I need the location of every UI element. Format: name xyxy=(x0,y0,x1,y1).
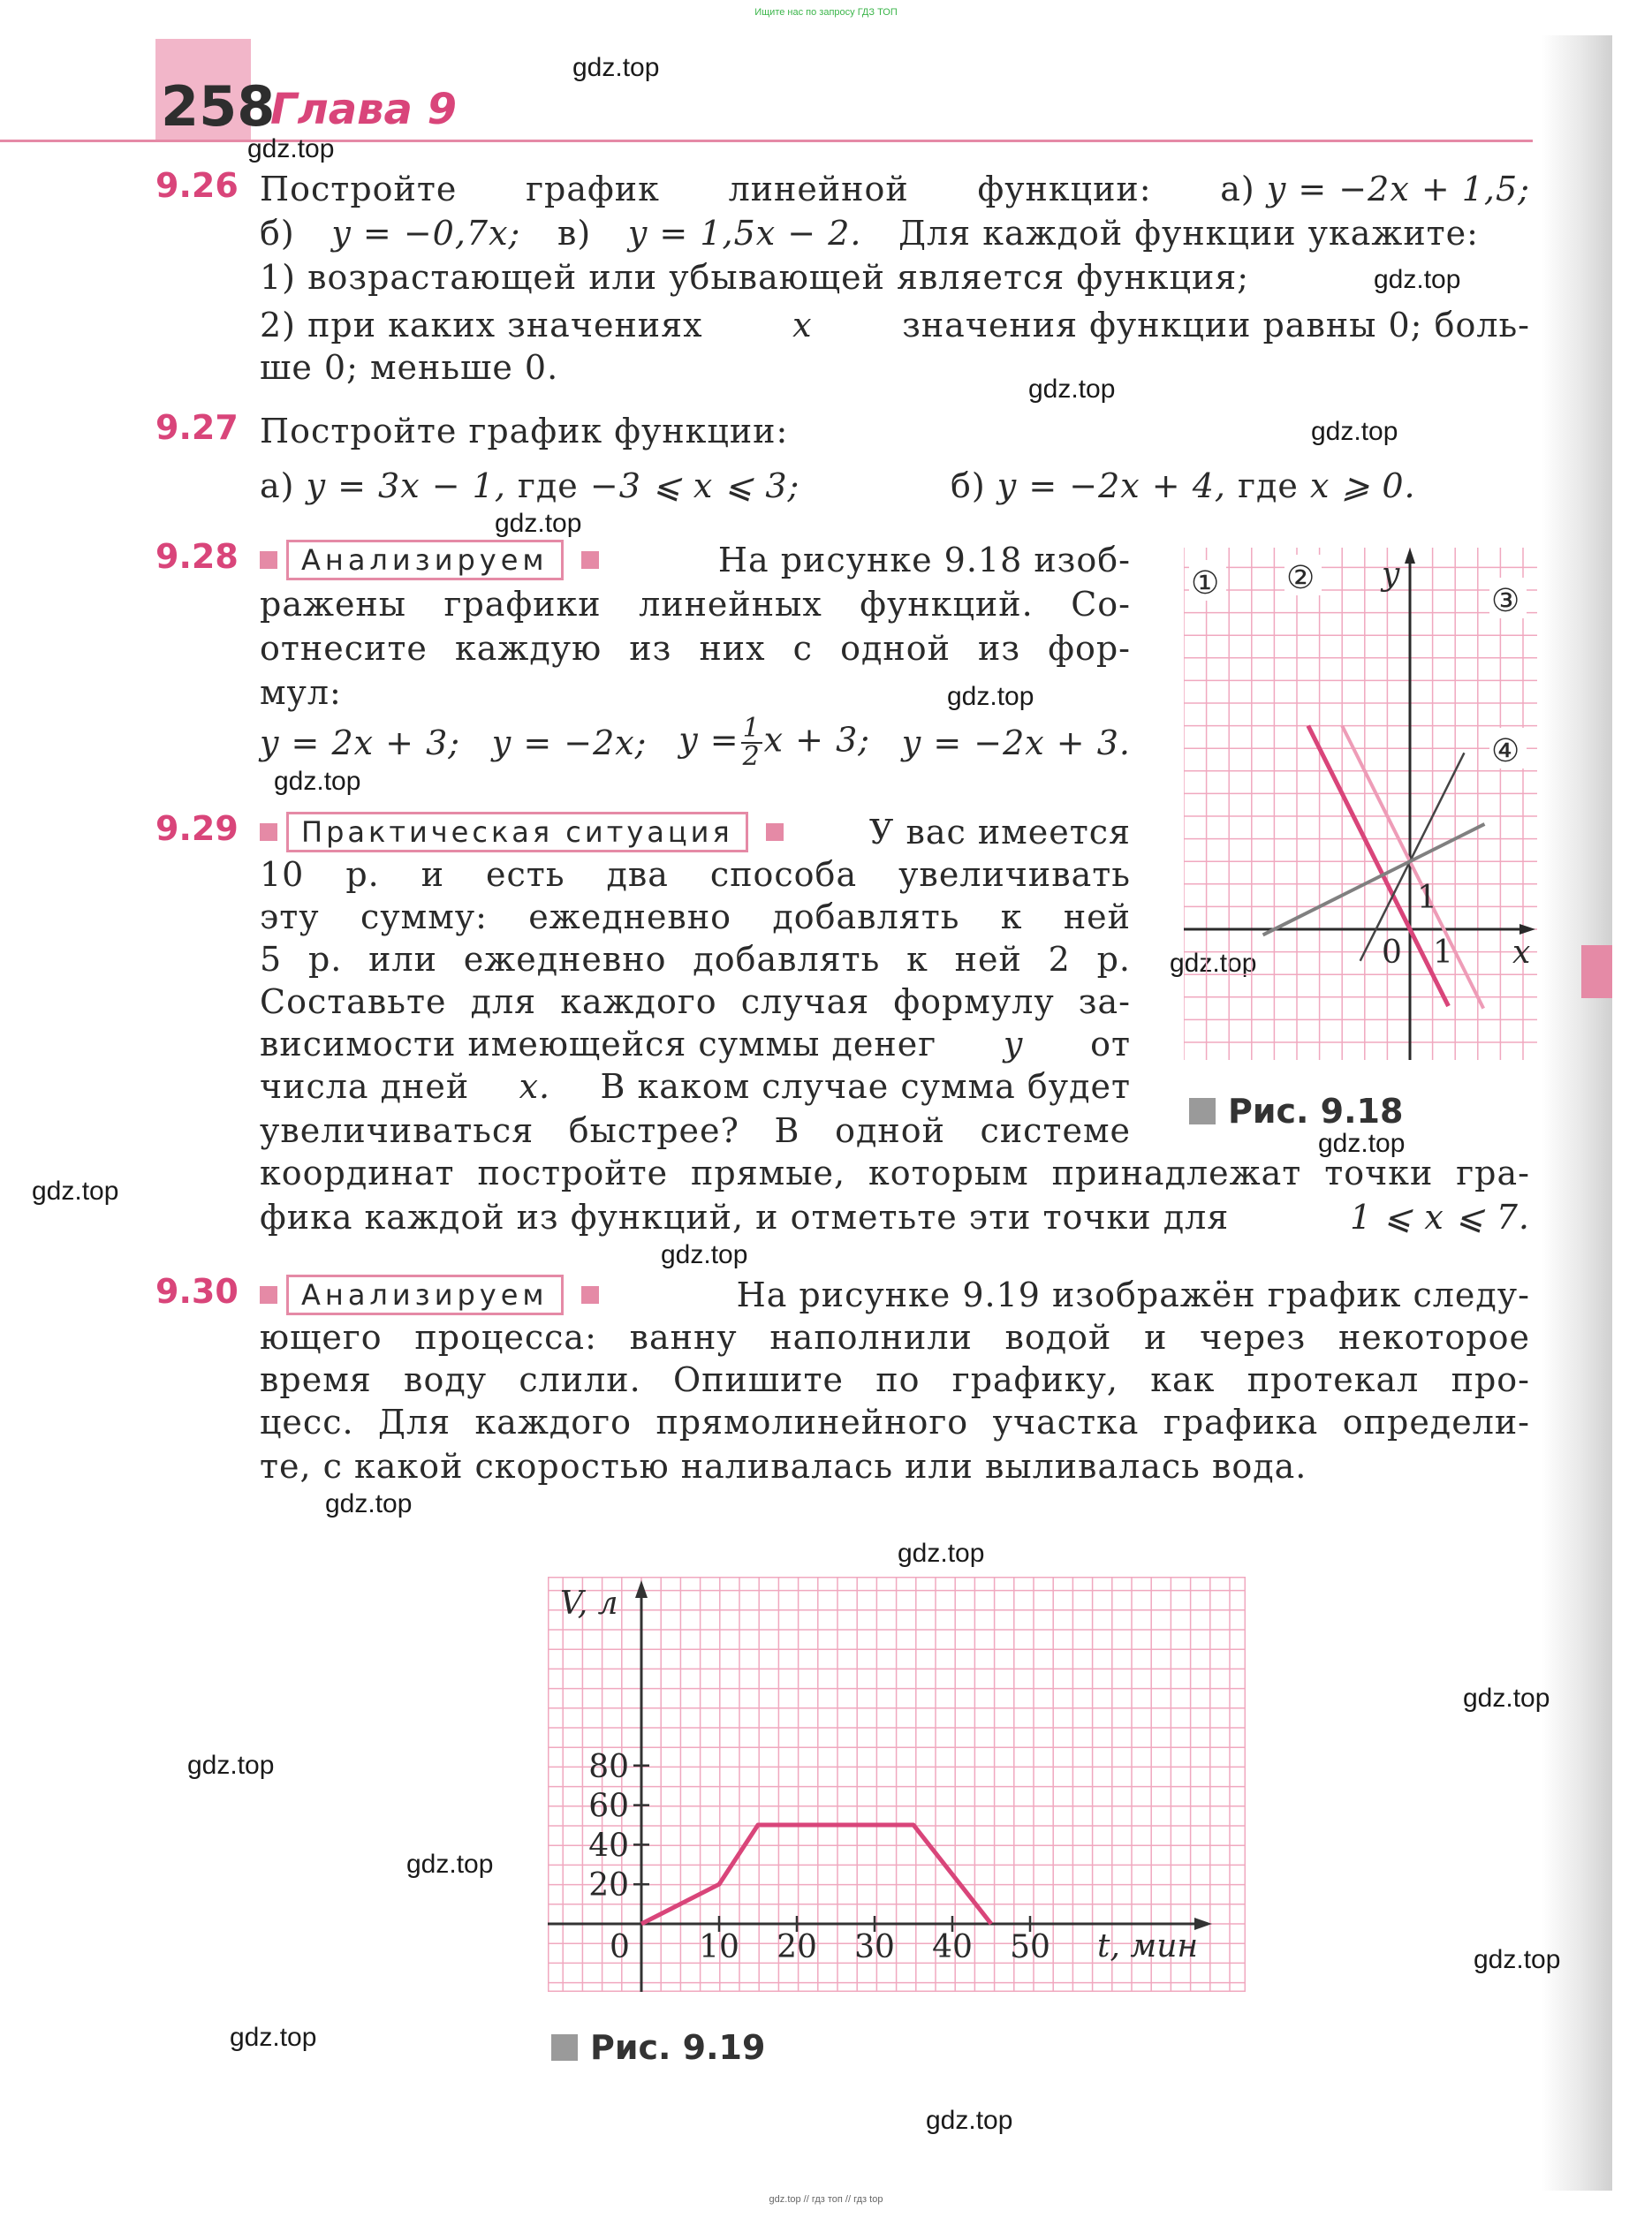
p929-line-6 xyxy=(260,1023,1131,1065)
top-note: Ищите нас по запросу ГДЗ ТОП xyxy=(754,7,898,18)
watermark: gdz.top xyxy=(1028,375,1116,404)
formula-3-left: y = xyxy=(678,720,739,760)
p929-text: В каком случае сумма будет xyxy=(600,1067,1131,1106)
p930-line-4: цесс. Для каждого прямолинейного участка графика определи- xyxy=(260,1403,1530,1442)
tag-analyze: Анализируем xyxy=(286,1275,564,1315)
t-axis-label: t, мин xyxy=(1097,1928,1199,1964)
x-tick-label: 20 xyxy=(777,1929,817,1965)
p930-line-3: время воду слили. Опишите по графику, как протекал про- xyxy=(260,1360,1530,1399)
p926-text: б) xyxy=(260,214,295,253)
chapter-title: Глава 9 xyxy=(270,85,458,134)
p929-line-4: 5 р. или ежедневно добавлять к ней 2 р. xyxy=(260,940,1131,979)
p929-line-8: увеличиваться быстрее? В одной системе xyxy=(260,1111,1131,1150)
p926-text: в) xyxy=(557,214,592,253)
fraction-one-half xyxy=(741,715,762,770)
x-tick-label: 30 xyxy=(854,1929,895,1965)
p926-text: а) xyxy=(1220,170,1255,208)
problem-number-9-30: 9.30 xyxy=(155,1272,239,1311)
marker-3: ③ xyxy=(1491,583,1520,619)
p926-text: функции: xyxy=(977,170,1152,208)
p929-line-10 xyxy=(260,1196,1530,1238)
p929-variable: y xyxy=(1003,1025,1024,1064)
fig918-axes xyxy=(1184,548,1535,1060)
p926-line-4 xyxy=(260,304,1530,346)
watermark: gdz.top xyxy=(947,682,1034,711)
marker-1: ① xyxy=(1191,565,1220,602)
x-tick-label: 40 xyxy=(932,1929,973,1965)
p926-text: значения функции равны 0; боль- xyxy=(902,306,1530,344)
watermark: gdz.top xyxy=(898,1539,985,1568)
fraction-numerator: 1 xyxy=(742,713,761,744)
p928-text: На рисунке 9.18 изоб- xyxy=(717,541,1131,579)
p926-variable: x xyxy=(792,306,813,344)
v-axis-label: V, л xyxy=(560,1586,618,1622)
caption-square xyxy=(551,2034,578,2061)
formula-1: y = 2x + 3; xyxy=(260,723,461,762)
watermark: gdz.top xyxy=(572,53,660,82)
bottom-note: gdz.top // гдз топ // гдз top xyxy=(769,2194,883,2205)
p929-line-3: эту сумму: ежедневно добавлять к ней xyxy=(260,897,1131,936)
p929-text: от xyxy=(1090,1025,1131,1064)
fig919-caption-text: Рис. 9.19 xyxy=(590,2028,766,2067)
watermark: gdz.top xyxy=(1463,1684,1550,1713)
graph-line-4 xyxy=(1263,824,1485,935)
watermark: gdz.top xyxy=(1474,1945,1561,1974)
p929-text: фика каждой из функций, и отметьте эти точки для xyxy=(260,1198,1230,1237)
graph-line-2 xyxy=(1342,726,1483,1009)
p927-formula: y = −2x + 4, xyxy=(997,466,1226,505)
fig918-caption-text: Рис. 9.18 xyxy=(1228,1092,1404,1131)
problem-number-9-28: 9.28 xyxy=(155,537,239,576)
page-edge-shadow xyxy=(1542,35,1612,2191)
p926-line-1 xyxy=(260,168,1530,210)
caption-square xyxy=(1189,1098,1216,1124)
fraction-denominator: 2 xyxy=(742,741,761,772)
y-axis-label: y xyxy=(1382,556,1400,593)
problem-number-9-26: 9.26 xyxy=(155,166,239,205)
watermark: gdz.top xyxy=(1318,1129,1406,1158)
origin-label: 0 xyxy=(1382,935,1402,971)
tag-analyze: Анализируем xyxy=(286,540,564,580)
p928-formulas xyxy=(260,715,1131,770)
p926-text: график xyxy=(526,170,660,208)
x-axis-label: x xyxy=(1512,935,1531,971)
tag-square xyxy=(766,823,784,841)
watermark: gdz.top xyxy=(187,1751,275,1780)
watermark: gdz.top xyxy=(1311,417,1398,446)
p927-condition: −3 ⩽ x ⩽ 3; xyxy=(589,466,800,505)
p929-text: У вас имеется xyxy=(868,813,1131,852)
x-tick-label: 50 xyxy=(1010,1929,1050,1965)
volume-line xyxy=(641,1825,991,1924)
problem-number-9-29: 9.29 xyxy=(155,809,239,848)
watermark: gdz.top xyxy=(32,1177,119,1206)
formula-2: y = −2x; xyxy=(491,723,648,762)
p927-text: где xyxy=(518,466,579,505)
p928-line-4: мул: xyxy=(260,673,342,712)
p927-line-1: Постройте график функции: xyxy=(260,412,789,450)
p930-line-5: те, с какой скоростью наливалась или выливалась вода. xyxy=(260,1447,1307,1486)
p929-line-9: координат постройте прямые, которым принадлежат точки гра- xyxy=(260,1154,1530,1192)
watermark: gdz.top xyxy=(1170,949,1257,978)
watermark: gdz.top xyxy=(325,1489,413,1518)
tag-square xyxy=(581,551,599,569)
tag-square xyxy=(260,551,277,569)
p927-option-a xyxy=(260,465,799,507)
p926-line-5: ше 0; меньше 0. xyxy=(260,348,559,387)
formula-3-right: x + 3; xyxy=(763,720,871,760)
p929-line-7 xyxy=(260,1065,1131,1108)
x-tick-label: 10 xyxy=(699,1929,739,1965)
x-tick-label: 0 xyxy=(610,1929,630,1965)
figure-9-18 xyxy=(1184,548,1537,1060)
p926-text: линейной xyxy=(728,170,909,208)
y-unit-label: 1 xyxy=(1417,880,1437,916)
p930-line-2: ющего процесса: ванну наполнили водой и через некоторое xyxy=(260,1318,1530,1357)
tag-square xyxy=(260,823,277,841)
tag-practical: Практическая ситуация xyxy=(286,812,748,852)
p929-condition: 1 ⩽ x ⩽ 7. xyxy=(1350,1198,1530,1237)
watermark: gdz.top xyxy=(230,2023,317,2052)
watermark: gdz.top xyxy=(247,134,335,163)
p928-line-2: ражены графики линейных функций. Со- xyxy=(260,585,1131,624)
tag-square xyxy=(260,1286,277,1304)
watermark: gdz.top xyxy=(495,509,582,538)
fig919-ticks xyxy=(633,1766,1030,1932)
p926-line-2 xyxy=(260,212,1479,254)
p929-line-5: Составьте для каждого случая формулу за- xyxy=(260,982,1131,1021)
p929-line-1 xyxy=(260,811,1131,853)
y-tick-label: 60 xyxy=(588,1788,629,1825)
p927-condition: x ⩾ 0. xyxy=(1309,466,1416,505)
watermark: gdz.top xyxy=(1374,265,1461,294)
formula-3 xyxy=(678,715,870,770)
formula-4: y = −2x + 3. xyxy=(901,723,1131,762)
p926-formula: y = −2x + 1,5; xyxy=(1266,170,1530,208)
p930-text: На рисунке 9.19 изображён график следу- xyxy=(736,1276,1530,1314)
p929-text: висимости имеющейся суммы денег xyxy=(260,1025,937,1064)
x-unit-label: 1 xyxy=(1433,935,1453,971)
p926-text: 2) при каких значениях xyxy=(260,306,703,344)
watermark: gdz.top xyxy=(406,1850,494,1879)
p928-line-1 xyxy=(260,539,1131,581)
p926-text: Для каждой функции укажите: xyxy=(898,214,1479,253)
p928-line-3: отнесите каждую из них с одной из фор- xyxy=(260,629,1131,668)
p927-option-b xyxy=(951,465,1416,507)
fig918-grid xyxy=(1184,548,1537,1060)
watermark: gdz.top xyxy=(926,2106,1013,2135)
p930-line-1 xyxy=(260,1274,1530,1316)
p926-line-3: 1) возрастающей или убывающей является функция; xyxy=(260,258,1250,297)
p927-text: б) xyxy=(951,466,986,505)
p926-formula: y = 1,5x − 2. xyxy=(627,214,862,253)
fig919-caption xyxy=(551,2028,765,2067)
graph-line-1 xyxy=(1308,726,1449,1006)
tag-square xyxy=(581,1286,599,1304)
page-edge-tab xyxy=(1581,945,1612,998)
figure-9-19 xyxy=(548,1577,1246,1992)
page-number: 258 xyxy=(161,74,276,139)
p929-line-2: 10 р. и есть два способа увеличивать xyxy=(260,855,1131,894)
marker-4: ④ xyxy=(1491,733,1520,769)
fig918-caption xyxy=(1189,1092,1403,1131)
fig919-labels xyxy=(560,1586,1198,1965)
header-rule xyxy=(0,140,1533,142)
watermark: gdz.top xyxy=(274,767,361,796)
v-arrow-icon xyxy=(635,1580,648,1598)
marker-2: ② xyxy=(1286,560,1315,596)
p926-formula: y = −0,7x; xyxy=(331,214,521,253)
p927-text: а) xyxy=(260,466,295,505)
p927-formula: y = 3x − 1, xyxy=(306,466,506,505)
p927-text: где xyxy=(1238,466,1299,505)
y-tick-label: 40 xyxy=(588,1828,629,1865)
y-tick-label: 80 xyxy=(588,1748,629,1785)
watermark: gdz.top xyxy=(661,1240,748,1269)
p929-variable: x. xyxy=(519,1067,551,1106)
problem-number-9-27: 9.27 xyxy=(155,408,239,447)
p929-text: числа дней xyxy=(260,1067,470,1106)
p926-text: Постройте xyxy=(260,170,458,208)
y-tick-label: 20 xyxy=(588,1867,629,1904)
y-arrow-icon xyxy=(1405,548,1415,564)
x-arrow-icon xyxy=(1519,924,1535,935)
